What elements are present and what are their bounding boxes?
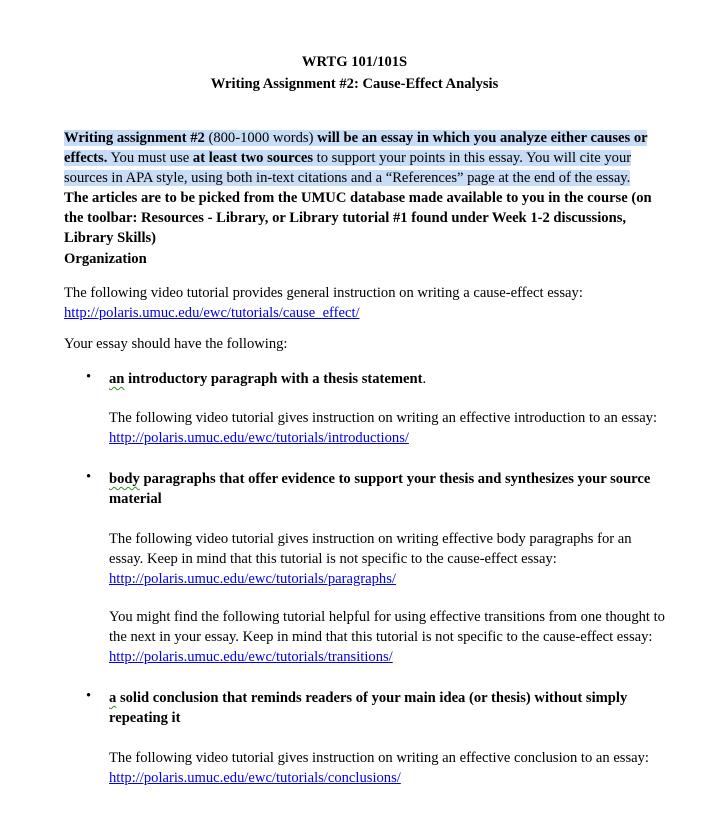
conclusions-link[interactable]: http://polaris.umuc.edu/ewc/tutorials/conclusions/ <box>109 770 401 786</box>
assignment-title: Writing Assignment #2: Cause-Effect Analysis <box>210 76 499 92</box>
bullet-icon: • <box>86 688 92 704</box>
essay-requirements-intro: Your essay should have the following: <box>64 336 288 352</box>
organization-text: The following video tutorial provides general instruction on writing a cause-effect essay: http://polaris.umuc.edu/ewc/tutorials/cause_effect/ <box>64 285 583 321</box>
requirement-body-paragraphs: body paragraphs that offer evidence to support your thesis and synthesizes your source material <box>109 471 651 507</box>
paragraphs-link[interactable]: http://polaris.umuc.edu/ewc/tutorials/paragraphs/ <box>109 571 396 587</box>
paragraphs-tutorial-text: The following video tutorial gives instruction on writing effective body paragraphs for an essay. Keep in mind that this tutorial is not specific to the cause-effect essay: http://polaris.umuc.edu/ewc/tutorials/paragraphs/ <box>109 531 632 587</box>
transitions-link[interactable]: http://polaris.umuc.edu/ewc/tutorials/transitions/ <box>109 649 393 665</box>
introductions-link[interactable]: http://polaris.umuc.edu/ewc/tutorials/introductions/ <box>109 430 409 446</box>
selected-text: Writing assignment #2 (800-1000 words) will be an essay in which you analyze either causes or effects. You must use at least two sources to support your points in this essay. You will cite your sources in APA style, using both in-text citations and a “References” page at the end of the essay. <box>64 130 648 186</box>
requirement-conclusion: a solid conclusion that reminds readers of your main idea (or thesis) without simply repeating it <box>109 690 628 726</box>
transitions-tutorial-text: You might find the following tutorial helpful for using effective transitions from one thought to the next in your essay. Keep in mind that this tutorial is not specific to the cause-effect essay: http://polaris.umuc.edu/ewc/tutorials/transitions/ <box>109 609 665 665</box>
bullet-icon: • <box>86 369 92 385</box>
course-title: WRTG 101/101S <box>301 54 408 70</box>
cause-effect-link[interactable]: http://polaris.umuc.edu/ewc/tutorials/cause_effect/ <box>64 305 360 321</box>
bullet-icon: • <box>86 469 92 485</box>
organization-heading: Organization <box>64 251 147 267</box>
requirement-introduction: an introductory paragraph with a thesis statement. <box>109 371 427 387</box>
introduction-tutorial-text: The following video tutorial gives instruction on writing an effective introduction to an essay: http://polaris.umuc.edu/ewc/tutorials/introductions/ <box>109 410 658 446</box>
assignment-description[interactable]: Writing assignment #2 (800-1000 words) will be an essay in which you analyze either causes or effects. You must use at least two sources to support your points in this essay. You will cite your sources in APA style, using both in-text citations and a “References” page at the end of the essay. The articles are to be picked from the UMUC database made available to you in the course (on the toolbar: Resources - Library, or Library tutorial #1 found under Week 1-2 discussions, Library Skills) <box>64 130 652 246</box>
conclusion-tutorial-text: The following video tutorial gives instruction on writing an effective conclusion to an essay: http://polaris.umuc.edu/ewc/tutorials/conclusions/ <box>109 750 649 786</box>
